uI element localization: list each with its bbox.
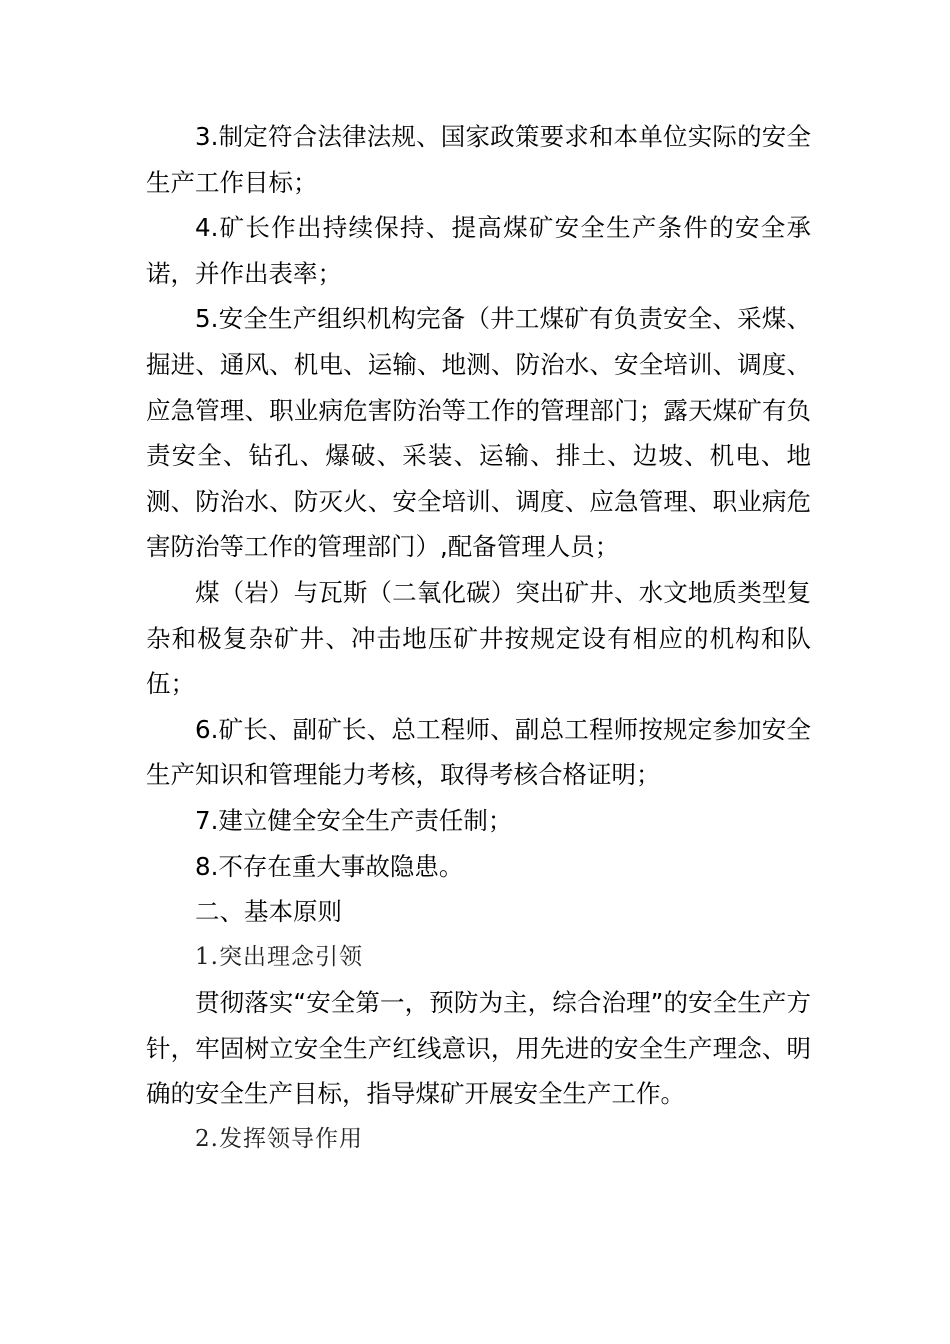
paragraph-item-6: 6.矿长、副矿长、总工程师、副总工程师按规定参加安全生产知识和管理能力考核，取得考核合格证明； xyxy=(146,714,811,790)
paragraph-principle-1-body: 贯彻落实“安全第一，预防为主，综合治理”的安全生产方针，牢固树立安全生产红线意识，用先进的安全生产理念、明确的安全生产目标，指导煤矿开展安全生产工作。 xyxy=(146,988,811,1109)
paragraph-item-5: 5.安全生产组织机构完备（井工煤矿有负责安全、采煤、掘进、通风、机电、运输、地测、防治水、安全培训、调度、应急管理、职业病危害防治等工作的管理部门；露天煤矿有负责安全、钻孔、爆破、采装、运输、排土、边坡、机电、地测、防治水、防灭火、安全培训、调度、应急管理、职业病危害防治等工作的管理部门）,配备管理人员； xyxy=(146,304,811,562)
paragraph-item-8: 8.不存在重大事故隐患。 xyxy=(195,851,464,881)
document-body xyxy=(146,114,811,1163)
paragraph-outburst-mines: 煤（岩）与瓦斯（二氧化碳）突出矿井、水文地质类型复杂和极复杂矿井、冲击地压矿井按规定设有相应的机构和队伍； xyxy=(146,577,811,699)
section-heading-basic-principles: 二、基本原则 xyxy=(195,897,342,927)
paragraph-item-7: 7.建立健全安全生产责任制； xyxy=(195,805,513,835)
subheading-principle-2: 2.发挥领导作用 xyxy=(195,1126,363,1153)
paragraph-item-3: 3.制定符合法律法规、国家政策要求和本单位实际的安全生产工作目标； xyxy=(146,122,811,197)
paragraph-item-4: 4.矿长作出持续保持、提高煤矿安全生产条件的安全承诺，并作出表率； xyxy=(146,213,811,288)
subheading-principle-1: 1.突出理念引领 xyxy=(195,943,363,970)
